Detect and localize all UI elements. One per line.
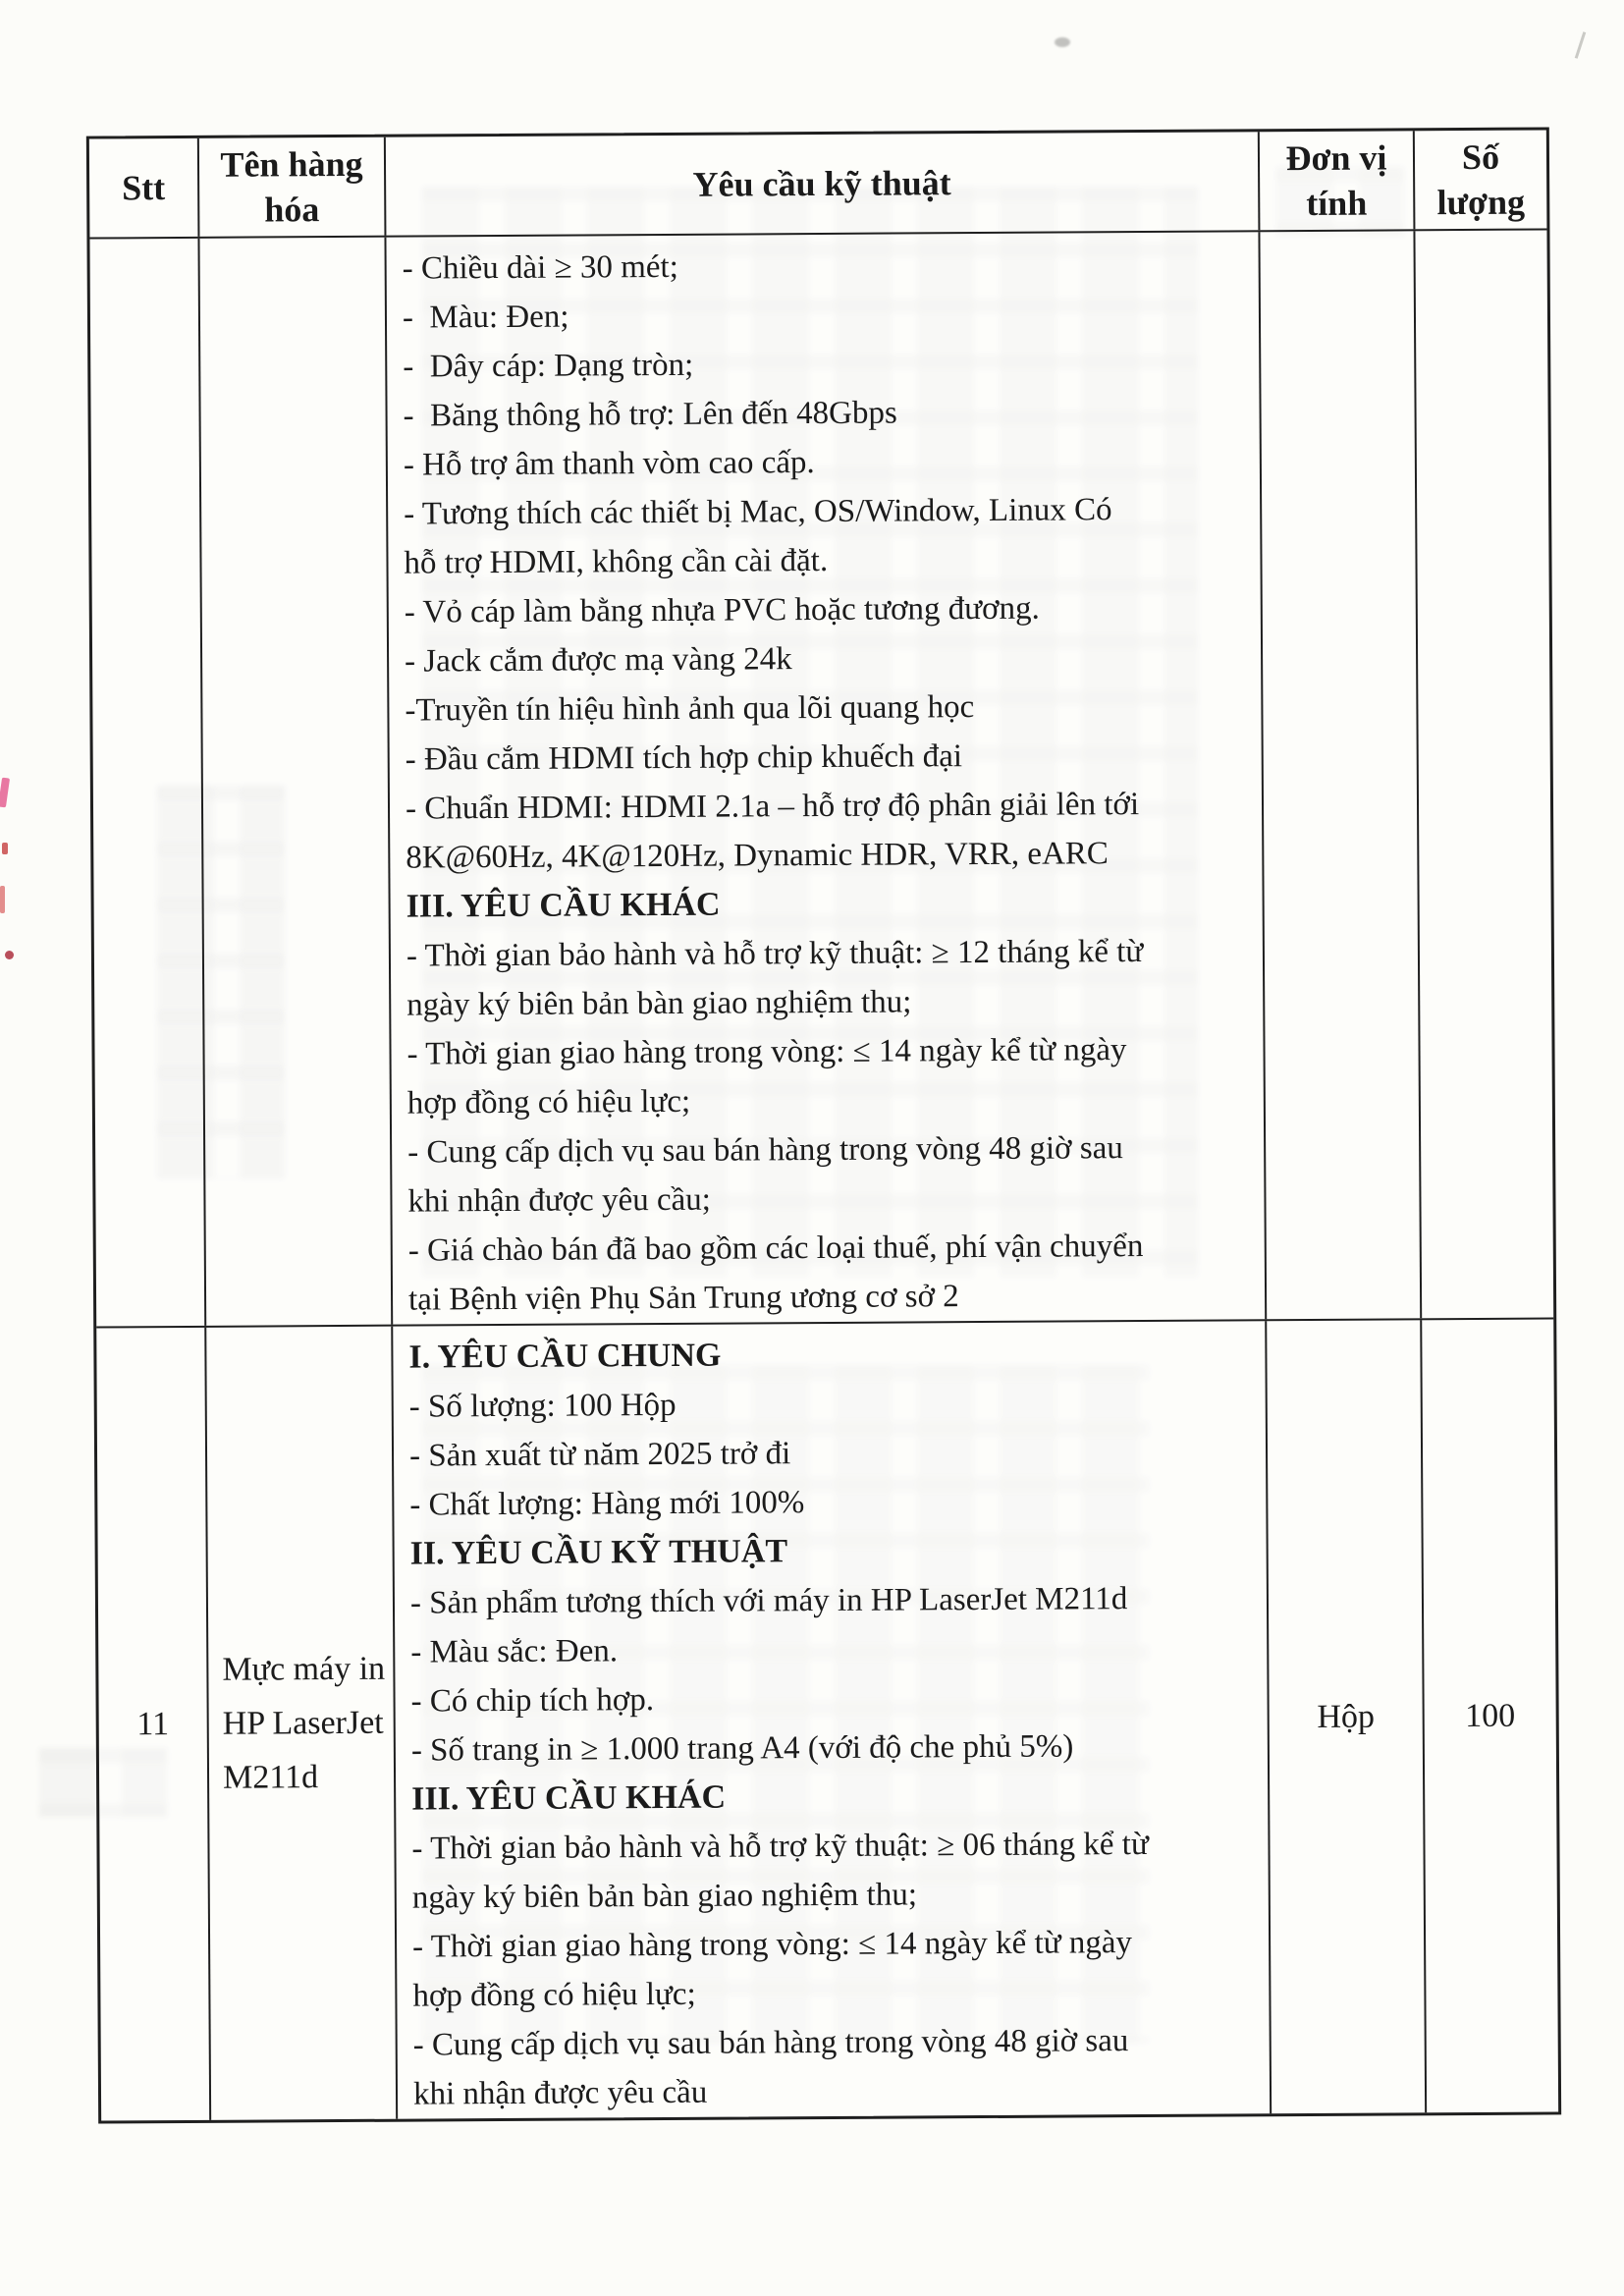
requirement-line: khi nhận được yêu cầu; xyxy=(407,1181,711,1220)
requirement-line: - Băng thông hỗ trợ: Lên đến 48Gbps xyxy=(403,395,897,434)
margin-mark xyxy=(0,778,10,808)
requirement-line: III. YÊU CẦU KHÁC xyxy=(411,1778,727,1818)
requirement-line: - Màu: Đen; xyxy=(402,299,569,336)
stt-cell: 11 xyxy=(96,1328,211,2121)
requirement-line: - Giá chào bán đã bao gồm các loại thuế, phí vận chuyển xyxy=(407,1229,1144,1269)
table-header-row xyxy=(89,130,1547,239)
requirement-line: - Cung cấp dịch vụ sau bán hàng trong vòng 48 giờ sau xyxy=(407,1130,1123,1171)
requirements-cell xyxy=(386,232,1267,1324)
requirement-line: - Có chip tích hợp. xyxy=(410,1682,655,1720)
margin-mark xyxy=(0,886,5,913)
requirement-line: - Màu sắc: Đen. xyxy=(410,1633,619,1670)
requirement-line: 8K@60Hz, 4K@120Hz, Dynamic HDR, VRR, eARC xyxy=(406,836,1109,876)
scan-speck xyxy=(1575,31,1587,59)
requirement-line: II. YÊU CẦU KỸ THUẬT xyxy=(409,1533,788,1572)
requirement-line: - Thời gian bảo hành và hỗ trợ kỹ thuật: ≥ 06 tháng kể từ xyxy=(411,1826,1149,1867)
requirement-line: - Hỗ trợ âm thanh vòm cao cấp. xyxy=(403,445,815,483)
column-header-requirements: Yêu cầu kỹ thuật xyxy=(386,132,1261,235)
requirement-line: - Jack cắm được mạ vàng 24k xyxy=(404,641,792,680)
requirement-line: - Số lượng: 100 Hộp xyxy=(408,1387,677,1425)
requirement-line: - Chuẩn HDMI: HDMI 2.1a – hỗ trợ độ phân giải lên tới xyxy=(405,787,1140,827)
requirement-line: - Sản xuất từ năm 2025 trở đi xyxy=(408,1436,791,1474)
requirement-line: - Chiều dài ≥ 30 mét; xyxy=(402,248,678,287)
requirement-line: hợp đồng có hiệu lực; xyxy=(412,1976,696,2014)
requirement-line: - Thời gian giao hàng trong vòng: ≤ 14 ngày kể từ ngày xyxy=(411,1925,1133,1965)
column-header-stt: Stt xyxy=(89,138,200,238)
requirements-table xyxy=(86,127,1561,2123)
column-header-quantity: Số lượng xyxy=(1436,137,1526,223)
requirement-line: tại Bệnh viện Phụ Sản Trung ương cơ sở 2 xyxy=(407,1279,959,1318)
requirement-line: - Tương thích các thiết bị Mac, OS/Window, Linux Có xyxy=(404,492,1112,532)
requirement-line: hợp đồng có hiệu lực; xyxy=(406,1083,691,1121)
requirement-line: - Vỏ cáp làm bằng nhựa PVC hoặc tương đương. xyxy=(404,590,1040,630)
requirement-line: - Số trang in ≥ 1.000 trang A4 (với độ che phủ 5%) xyxy=(410,1728,1074,1769)
requirement-line: - Đầu cắm HDMI tích hợp chip khuếch đại xyxy=(405,738,963,778)
quantity-cell: 100 xyxy=(1465,1697,1516,1734)
product-cell: Mực máy in HP LaserJet M211d xyxy=(206,1327,398,2120)
requirement-line: hỗ trợ HDMI, không cần cài đặt. xyxy=(404,542,829,581)
unit-cell: Hộp xyxy=(1267,1320,1427,2113)
requirement-line: - Dây cáp: Dạng tròn; xyxy=(403,347,694,385)
margin-mark xyxy=(2,843,8,854)
requirement-line: khi nhận được yêu cầu xyxy=(412,2074,708,2112)
requirement-line: ngày ký biên bản bàn giao nghiệm thu; xyxy=(406,984,912,1023)
requirement-line: - Sản phẩm tương thích với máy in HP LaserJet M211d xyxy=(409,1581,1128,1621)
margin-mark xyxy=(5,951,14,959)
table-row-continuation xyxy=(89,230,1553,1328)
requirements-cell xyxy=(393,1321,1272,2118)
column-header-unit: Đơn vị tính xyxy=(1260,131,1416,230)
requirement-line: ngày ký biên bản bàn giao nghiệm thu; xyxy=(411,1877,918,1916)
requirement-line: - Chất lượng: Hàng mới 100% xyxy=(409,1485,805,1523)
scan-speck xyxy=(1055,37,1070,47)
product-cell xyxy=(199,238,393,1326)
table-row-item-11 xyxy=(96,1319,1558,2120)
requirement-line: -Truyền tín hiệu hình ảnh qua lõi quang học xyxy=(405,689,975,729)
stt-cell xyxy=(89,239,206,1327)
quantity-cell xyxy=(1415,230,1553,1318)
requirement-line: - Thời gian bảo hành và hỗ trợ kỹ thuật: ≥ 12 tháng kể từ xyxy=(406,934,1144,974)
requirement-line: I. YÊU CẦU CHUNG xyxy=(408,1337,722,1376)
requirement-line: - Thời gian giao hàng trong vòng: ≤ 14 ngày kể từ ngày xyxy=(406,1032,1127,1072)
unit-cell xyxy=(1260,231,1422,1319)
requirement-line: III. YÊU CẦU KHÁC xyxy=(406,886,721,925)
column-header-product: Tên hàng hóa xyxy=(199,137,387,237)
requirement-line: - Cung cấp dịch vụ sau bán hàng trong vòng 48 giờ sau xyxy=(412,2023,1129,2063)
